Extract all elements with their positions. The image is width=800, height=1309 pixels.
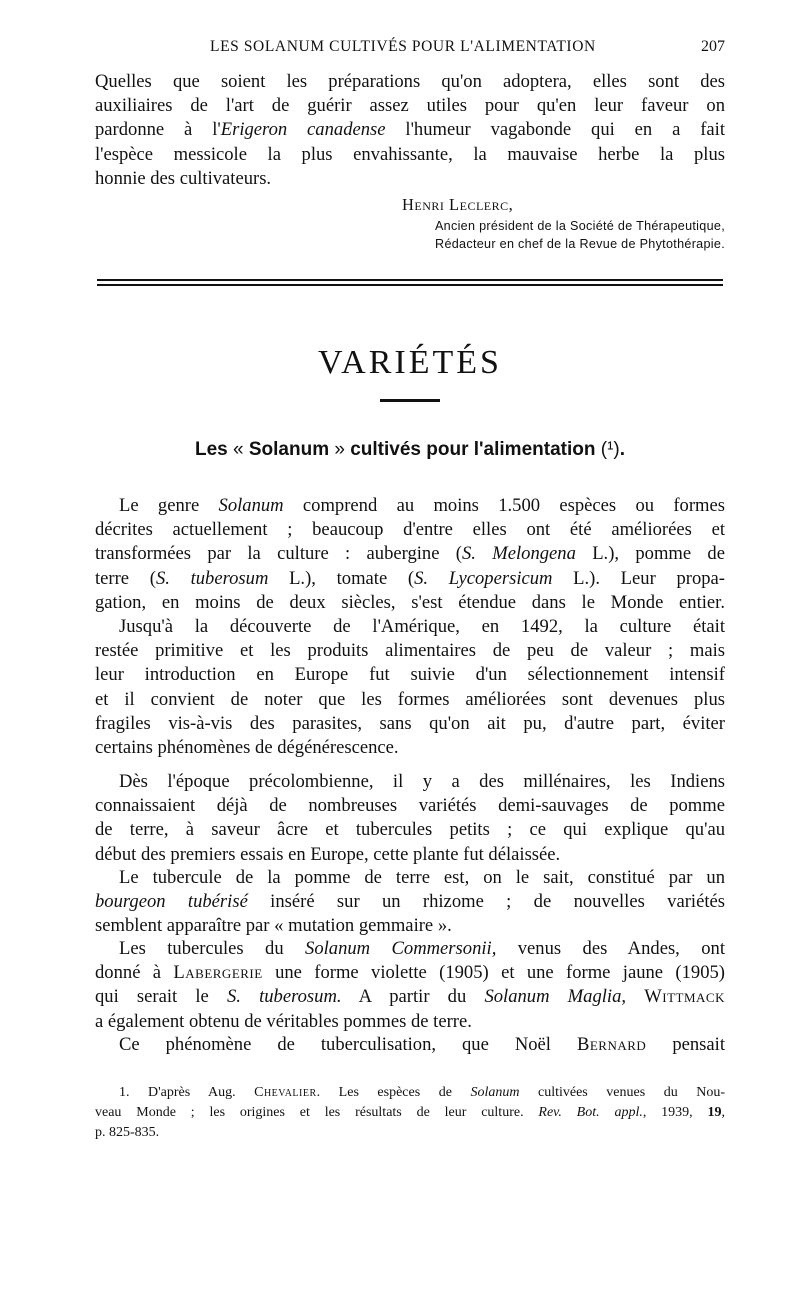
page-number: 207	[701, 38, 725, 55]
running-title: LES SOLANUM CULTIVÉS POUR L'ALIMENTATION	[210, 38, 596, 55]
text-line: gation, en moins de deux siècles, s'est étendue dans le Monde entier.	[95, 591, 725, 613]
text-line: pardonne à l'Erigeron canadense l'humeur vagabonde qui en a fait	[95, 119, 725, 141]
footnote-line: veau Monde ; les origines et les résultats de leur culture. Rev. Bot. appl., 1939, 19,	[95, 1105, 725, 1120]
body-paragraph	[95, 866, 725, 939]
text-line: semblent apparaître par « mutation gemmaire ».	[95, 915, 452, 937]
body-paragraph	[95, 494, 725, 760]
text-line: transformées par la culture : aubergine (S. Melongena L.), pomme de	[95, 543, 725, 565]
text-line: restée primitive et les produits alimentaires de peu de valeur ; mais	[95, 640, 725, 662]
text-line: donné à Labergerie une forme violette (1905) et une forme jaune (1905)	[95, 962, 725, 984]
body-paragraph	[95, 1033, 725, 1057]
section-divider	[97, 279, 723, 286]
footnote	[95, 1083, 725, 1143]
author-credential: Ancien président de la Société de Thérapeutique,	[434, 219, 725, 233]
person-name: Labergerie	[173, 962, 263, 984]
text-line: auxiliaires de l'art de guérir assez utiles pour qu'en leur faveur on	[95, 95, 725, 117]
person-name: Wittmack	[644, 986, 725, 1008]
text-line: Les tubercules du Solanum Commersonii, venus des Andes, ont	[119, 938, 725, 959]
text-line: l'espèce messicole la plus envahissante, la mauvaise herbe la plus	[95, 143, 725, 165]
section-title: VARIÉTÉS	[318, 344, 502, 381]
text-line: fragiles vis-à-vis des parasites, sans qu'on ait pu, d'autre part, éviter	[95, 712, 725, 734]
person-name: Bernard	[576, 1034, 647, 1055]
text-line: Jusqu'à la découverte de l'Amérique, en 1492, la culture était	[119, 615, 725, 637]
body-paragraph	[95, 770, 725, 867]
text-line: leur introduction en Europe fut suivie d'un sélectionnement intensif	[95, 664, 725, 686]
text-line: qui serait le S. tuberosum. A partir du Solanum Maglia, Wittmack	[95, 986, 725, 1008]
text-line: terre (S. tuberosum L.), tomate (S. Lycopersicum L.). Leur propa-	[95, 567, 725, 589]
text-line: a également obtenu de véritables pommes de terre.	[95, 1010, 472, 1032]
text-line: Le tubercule de la pomme de terre est, on le sait, constitué par un	[119, 867, 725, 888]
author-name: Henri Leclerc,	[402, 195, 514, 214]
text-line: certains phénomènes de dégénérescence.	[95, 736, 399, 758]
body-paragraph	[95, 937, 725, 1034]
species-name: Erigeron canadense	[220, 119, 386, 141]
text-line: décrites actuellement ; beaucoup d'entre elles ont été améliorées et	[95, 519, 725, 541]
footnote-line: p. 825-835.	[95, 1125, 160, 1140]
text-line: Dès l'époque précolombienne, il y a des millénaires, les Indiens	[119, 771, 725, 792]
text-line: de terre, à saveur âcre et tubercules petits ; ce qui explique qu'au	[95, 819, 725, 841]
footnote-line: 1. D'après Aug. Chevalier. Les espèces de Solanum cultivées venues du Nou-	[119, 1085, 725, 1100]
running-head	[95, 38, 725, 58]
closing-paragraph	[95, 70, 725, 191]
text-line: Quelles que soient les préparations qu'on adoptera, elles sont des	[95, 71, 725, 92]
text-line: et il convient de noter que les formes améliorées sont devenues plus	[95, 688, 725, 710]
text-line: Ce phénomène de tuberculisation, que Noël Bernard pensait	[119, 1034, 725, 1055]
title-underline	[380, 399, 440, 402]
text-line: Le genre Solanum comprend au moins 1.500 espèces ou formes	[119, 495, 725, 516]
text-line: début des premiers essais en Europe, cette plante fut délaissée.	[95, 843, 561, 865]
text-line: bourgeon tubérisé inséré sur un rhizome ; de nouvelles variétés	[95, 891, 725, 913]
author-credential: Rédacteur en chef de la Revue de Phytothérapie.	[435, 237, 725, 251]
footnote-ref: (¹)	[600, 439, 620, 460]
article-title: Les « Solanum » cultivés pour l'alimentation (¹).	[194, 439, 626, 460]
text-line: honnie des cultivateurs.	[95, 167, 272, 189]
text-line: connaissaient déjà de nombreuses variétés demi-sauvages de pomme	[95, 795, 725, 817]
